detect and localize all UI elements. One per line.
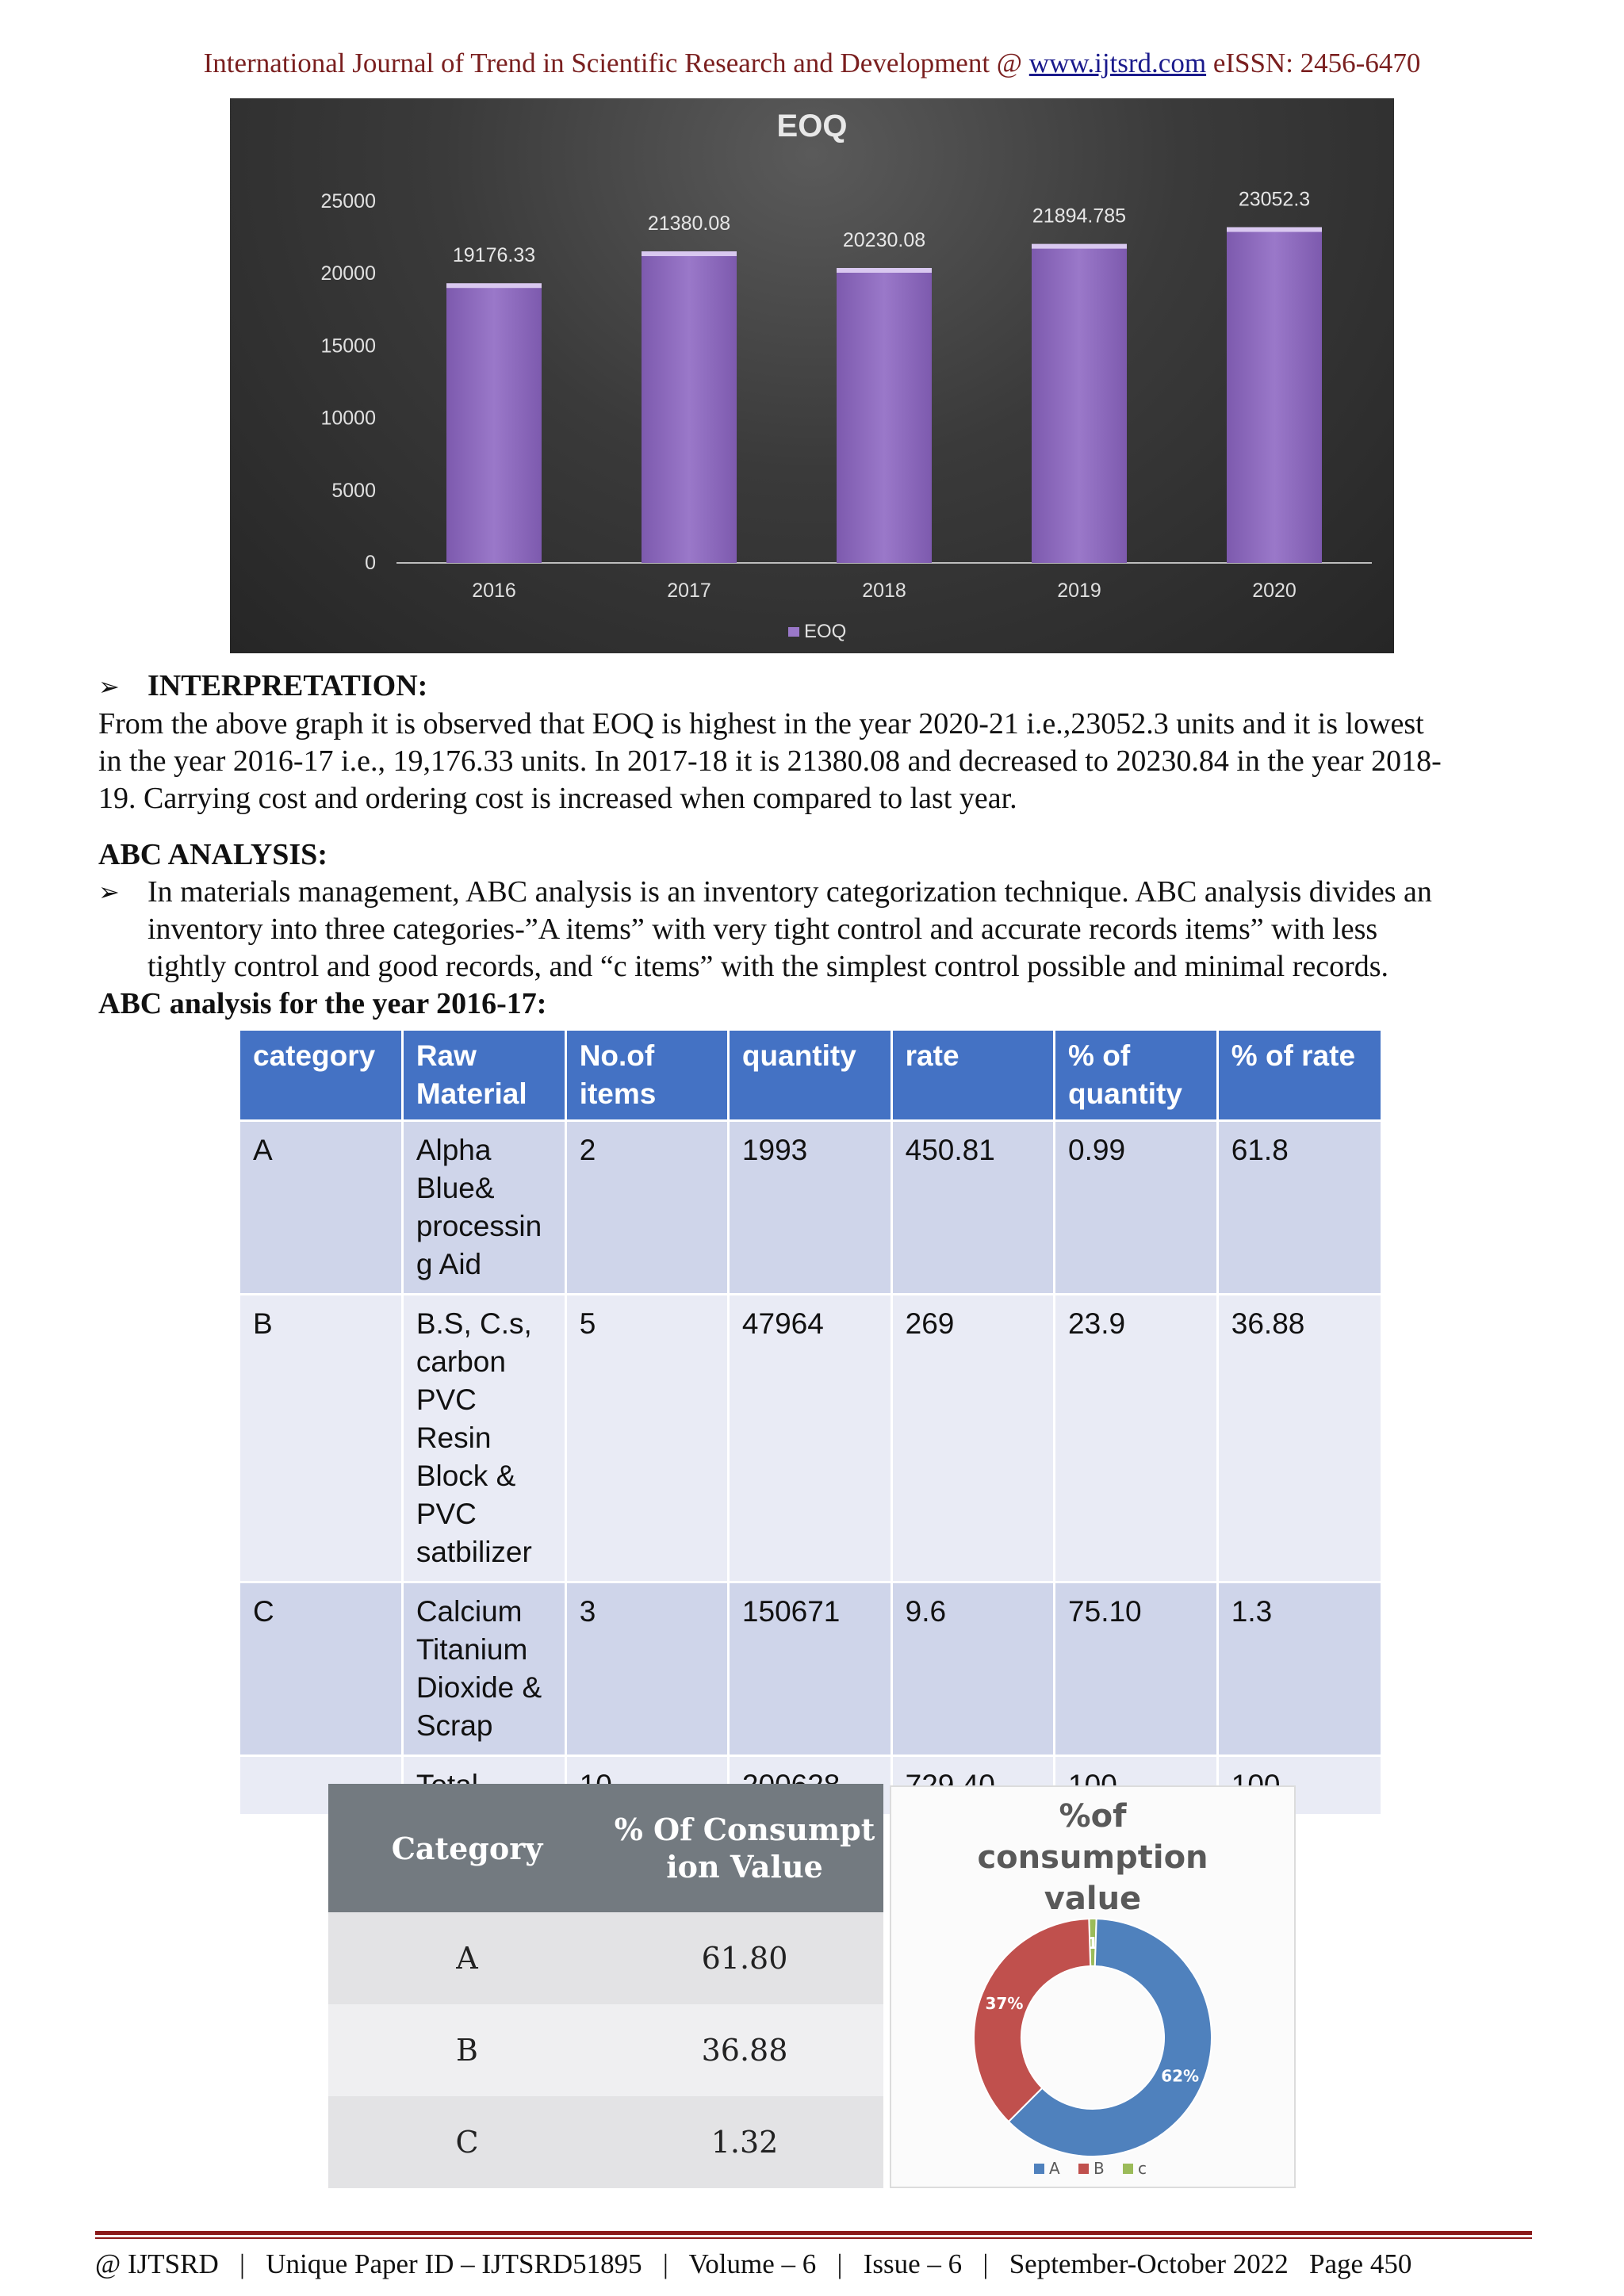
- bar-cap-2016: [446, 283, 542, 288]
- footer-rule-thin: [95, 2237, 1532, 2239]
- interpretation-heading-row: [98, 668, 1529, 706]
- journal-header: [0, 48, 1624, 79]
- table-cell: 75.10: [1055, 1582, 1218, 1756]
- eoq-chart-svg: [230, 98, 1394, 653]
- table-cell: 61.80: [606, 1912, 883, 2004]
- table-cell: Alpha Blue& processin g Aid: [402, 1121, 565, 1295]
- consumption-header-value: % Of Consumpt ion Value: [606, 1784, 883, 1912]
- legend-label: c: [1138, 2159, 1147, 2178]
- table-cell: 450.81: [891, 1121, 1054, 1295]
- table-cell: A: [239, 1121, 403, 1295]
- abc-heading: ABC ANALYSIS:: [98, 838, 327, 871]
- table-cell: C: [328, 2096, 606, 2188]
- consumption-table-header-row: [328, 1784, 883, 1912]
- table-cell: Calcium Titanium Dioxide & Scrap: [402, 1582, 565, 1756]
- table-cell: B: [239, 1295, 403, 1582]
- data-label: 19176.33: [452, 244, 536, 267]
- bar-cap-2019: [1032, 244, 1127, 249]
- table-cell: 47964: [728, 1295, 891, 1582]
- donut-data-label: 62%: [1161, 2066, 1200, 2086]
- data-label: 21894.785: [1032, 205, 1127, 228]
- table-cell: 61.8: [1217, 1121, 1381, 1295]
- x-tick-label: 2018: [862, 580, 906, 602]
- bar-cap-2020: [1227, 228, 1322, 232]
- legend-label: B: [1094, 2159, 1105, 2178]
- consumption-header-category: Category: [328, 1784, 606, 1912]
- interpretation-heading: INTERPRETATION:: [147, 669, 428, 702]
- interpretation-line-2: in the year 2016-17 i.e., 19,176.33 units. In 2017-18 it is 21380.08 and decreased to 20230.84 in the year 2018-: [98, 744, 1442, 778]
- eoq-chart: [230, 98, 1394, 653]
- table-cell: 1.3: [1217, 1582, 1381, 1756]
- abc-bullet: [98, 874, 1529, 985]
- table-cell: 2: [565, 1121, 728, 1295]
- table-cell: 3: [565, 1582, 728, 1756]
- abc-section: [98, 836, 1529, 1023]
- table-cell: 36.88: [606, 2004, 883, 2096]
- chart-title-line: consumption: [977, 1839, 1208, 1876]
- consumption-donut-svg: [891, 1787, 1294, 2187]
- donut-slice-B: [974, 1919, 1090, 2122]
- abc-bullet-line-3: tightly control and good records, and “c items” with the simplest control possible and minimal records.: [147, 950, 1389, 983]
- table-cell: B: [328, 2004, 606, 2096]
- y-tick-label: 25000: [320, 190, 376, 212]
- table-cell: 23.9: [1055, 1295, 1218, 1582]
- bar-2018: [837, 270, 932, 563]
- journal-link[interactable]: www.ijtsrd.com: [1028, 48, 1207, 78]
- legend-label: EOQ: [804, 621, 847, 642]
- table-row: [328, 2004, 883, 2096]
- y-tick-label: 5000: [331, 479, 376, 502]
- table-row: [239, 1295, 1382, 1582]
- abc-table-header: category: [239, 1030, 403, 1121]
- abc-bullet-line-1: In materials management, ABC analysis is an inventory categorization technique. ABC analysis divides an: [147, 875, 1432, 909]
- y-tick-label: 10000: [320, 407, 376, 430]
- table-cell: 269: [891, 1295, 1054, 1582]
- abc-table-header: rate: [891, 1030, 1054, 1121]
- legend-label: A: [1049, 2159, 1060, 2178]
- table-cell: 150671: [728, 1582, 891, 1756]
- bar-2016: [446, 285, 542, 563]
- table-cell: B.S, C.s, carbon PVC Resin Block & PVC satbilizer: [402, 1295, 565, 1582]
- chart-title-line: %of: [1059, 1798, 1127, 1835]
- data-label: 23052.3: [1238, 188, 1311, 211]
- table-row: [239, 1582, 1382, 1756]
- chart-title-line: value: [1044, 1881, 1142, 1917]
- table-row: [328, 2096, 883, 2188]
- abc-table-heading: ABC analysis for the year 2016-17:: [98, 987, 547, 1020]
- data-label: 20230.08: [842, 229, 926, 252]
- legend-swatch-A: [1034, 2164, 1044, 2174]
- x-tick-label: 2020: [1252, 580, 1297, 602]
- x-tick-label: 2016: [472, 580, 516, 602]
- interpretation-line-1: From the above graph it is observed that EOQ is highest in the year 2020-21 i.e.,23052.3 units and it is lowest: [98, 707, 1424, 740]
- donut-data-label: 37%: [985, 1993, 1024, 2013]
- abc-table-header-row: [239, 1030, 1382, 1121]
- interpretation-line-3: 19. Carrying cost and ordering cost is increased when compared to last year.: [98, 782, 1017, 815]
- consumption-table: [328, 1784, 883, 2188]
- arrow-bullet-icon: ➢: [98, 672, 120, 702]
- header-text-before: International Journal of Trend in Scientific Research and Development @: [203, 48, 1029, 78]
- table-cell: 1.32: [606, 2096, 883, 2188]
- abc-table-header: % of rate: [1217, 1030, 1381, 1121]
- arrow-bullet-icon: ➢: [98, 877, 120, 907]
- y-tick-label: 20000: [320, 262, 376, 285]
- table-row: [239, 1121, 1382, 1295]
- table-row: [328, 1912, 883, 2004]
- abc-table-header: % of quantity: [1055, 1030, 1218, 1121]
- abc-bullet-line-2: inventory into three categories-”A items” with very tight control and accurate records items” with less: [147, 913, 1378, 946]
- interpretation-section: [98, 668, 1529, 817]
- x-tick-label: 2019: [1057, 580, 1101, 602]
- data-label: 21380.08: [647, 212, 731, 235]
- bar-2020: [1227, 230, 1322, 563]
- table-cell: 36.88: [1217, 1295, 1381, 1582]
- bar-cap-2017: [642, 251, 737, 256]
- y-tick-label: 0: [365, 552, 376, 574]
- table-cell: 9.6: [891, 1582, 1054, 1756]
- table-cell: 1993: [728, 1121, 891, 1295]
- page-footer: @ IJTSRD | Unique Paper ID – IJTSRD51895 | Volume – 6 | Issue – 6 | September-October 2022 Page 450: [95, 2248, 1412, 2279]
- table-cell: A: [328, 1912, 606, 2004]
- bar-2019: [1032, 247, 1127, 563]
- abc-table-header: Raw Material: [402, 1030, 565, 1121]
- legend-swatch-c: [1123, 2164, 1133, 2174]
- x-tick-label: 2017: [667, 580, 711, 602]
- consumption-donut-chart: [890, 1785, 1296, 2188]
- header-text-after: eISSN: 2456-6470: [1206, 48, 1421, 78]
- abc-table-header: No.of items: [565, 1030, 728, 1121]
- table-cell: C: [239, 1582, 403, 1756]
- bar-cap-2018: [837, 268, 932, 273]
- abc-table: [238, 1028, 1383, 1816]
- chart-title: EOQ: [776, 109, 848, 144]
- y-tick-label: 15000: [320, 335, 376, 358]
- table-cell: 0.99: [1055, 1121, 1218, 1295]
- legend-swatch: [788, 627, 799, 637]
- footer-rule: [95, 2231, 1532, 2235]
- bar-2017: [642, 254, 737, 563]
- legend-swatch-B: [1078, 2164, 1089, 2174]
- abc-table-header: quantity: [728, 1030, 891, 1121]
- table-cell: 5: [565, 1295, 728, 1582]
